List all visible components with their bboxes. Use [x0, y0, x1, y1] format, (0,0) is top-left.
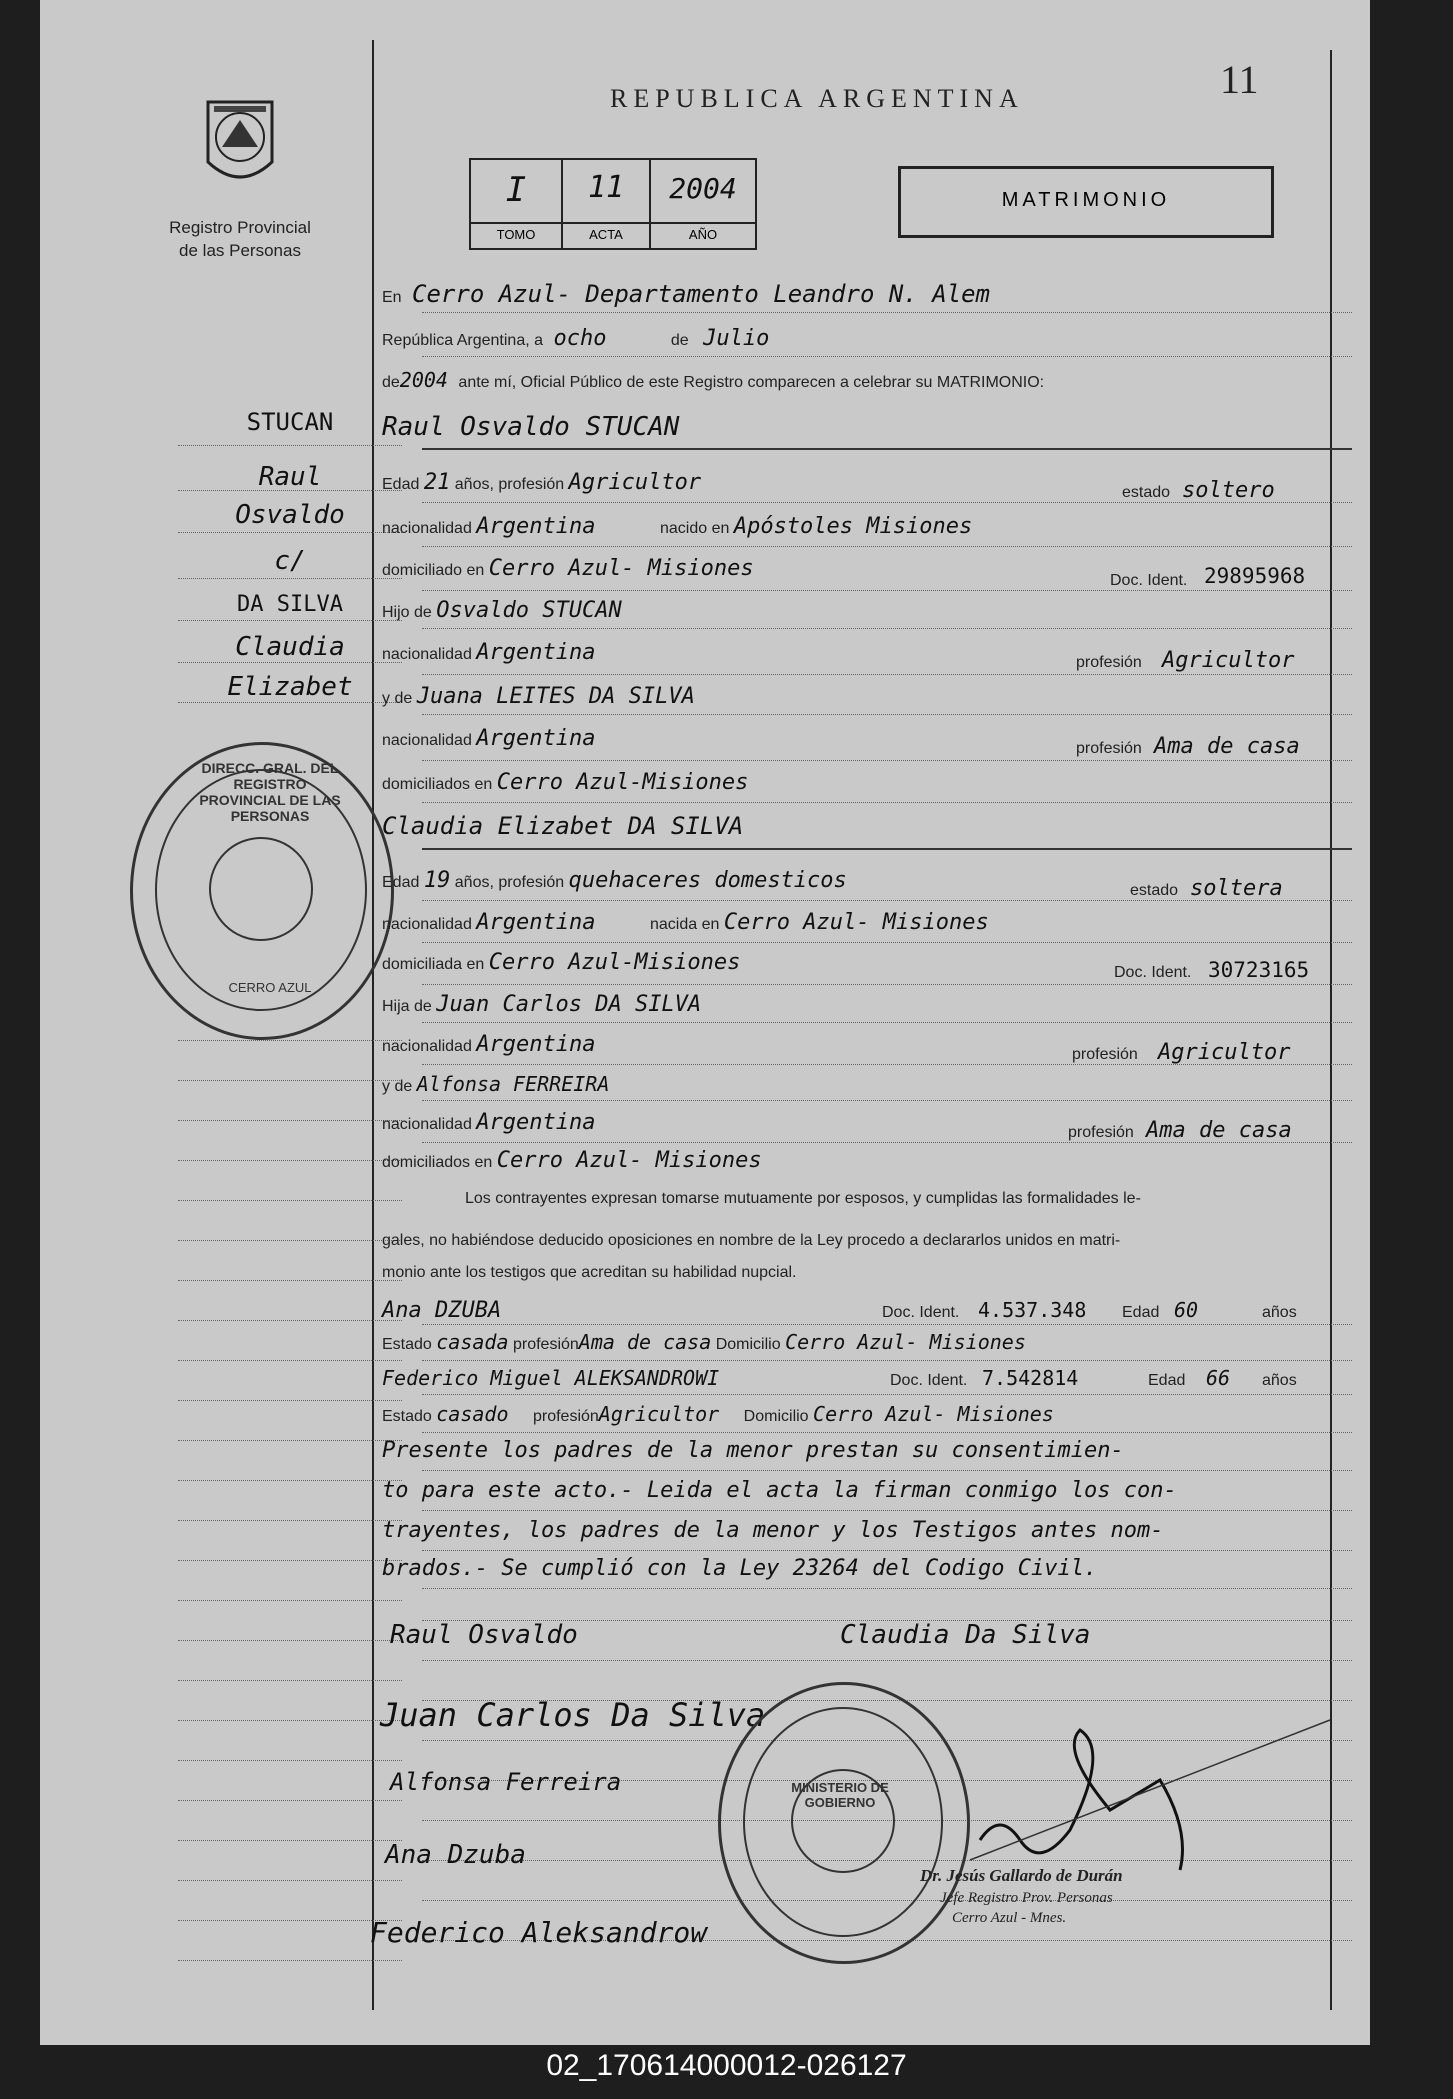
acta-value: 11: [587, 170, 625, 205]
registry-logo-icon: [200, 92, 280, 202]
groom-row-parents-dom: [382, 770, 1332, 795]
witness-1-row-2: [382, 1330, 1342, 1354]
doc-label: Doc. Ident.: [1114, 964, 1192, 981]
groom-domicile: Cerro Azul- Misiones: [488, 556, 754, 581]
witness-2-doc: 7.542814: [982, 1366, 1079, 1390]
groom-row-age: [382, 470, 1332, 503]
en-label: En: [382, 289, 402, 306]
nacida-label: nacida en: [649, 916, 720, 933]
bride-mother-profession: Ama de casa: [1146, 1118, 1292, 1143]
margin-divider: [372, 40, 374, 2010]
de-label: de: [670, 332, 689, 349]
groom-mother-profession: Ama de casa: [1154, 734, 1300, 759]
edad-label: Edad: [382, 476, 420, 493]
groom-row-nationality: [382, 514, 1332, 539]
groom-nationality: Argentina: [476, 514, 596, 539]
officer-signature-icon: [960, 1690, 1340, 1890]
estado-label: Estado: [382, 1336, 432, 1353]
margin-name-3: c/: [274, 546, 306, 576]
groom-row-father: [382, 598, 1332, 623]
bride-mother: Alfonsa FERREIRA: [416, 1072, 610, 1096]
officer-place: Cerro Azul - Mnes.: [952, 1910, 1067, 1926]
witness-2-row-2: [382, 1402, 1342, 1426]
intro-line-1: [382, 280, 1332, 308]
mother-nat-label: nacionalidad: [382, 1116, 472, 1133]
signature-bride: Claudia Da Silva: [840, 1620, 1091, 1650]
bride-doc: 30723165: [1208, 958, 1310, 982]
parents-dom-label: domiciliados en: [382, 1154, 493, 1171]
bride-row-domicile: [382, 950, 1332, 982]
intro-line-3: [382, 368, 1332, 392]
signature-witness-1: Ana Dzuba: [385, 1840, 526, 1870]
officer-name: Dr. Jesús Gallardo de Durán: [920, 1866, 1123, 1885]
witness-2-row-1: [382, 1366, 1342, 1390]
mother-nat-label: nacionalidad: [382, 732, 472, 749]
signature-bride-father: Juan Carlos Da Silva: [380, 1696, 766, 1734]
signature-groom: Raul Osvaldo: [390, 1620, 578, 1650]
marriage-place: Cerro Azul- Departamento Leandro N. Alem: [412, 280, 990, 308]
witness-1-profession: Ama de casa: [578, 1330, 712, 1354]
bride-row-father-nat: [382, 1032, 1332, 1065]
groom-profession: Agricultor: [568, 470, 702, 495]
domiciliada-label: domiciliada en: [382, 956, 485, 973]
father-nat-label: nacionalidad: [382, 646, 472, 663]
margin-name-1: Raul: [258, 462, 322, 492]
edad-label: Edad: [1148, 1372, 1186, 1389]
nacido-label: nacido en: [659, 520, 730, 537]
witness-1-row-1: [382, 1298, 1342, 1323]
declaration-line-3: monio ante los testigos que acreditan su habilidad nupcial.: [382, 1264, 797, 1281]
witness-1-domicile: Cerro Azul- Misiones: [785, 1330, 1026, 1354]
groom-row-father-nat: [382, 640, 1332, 673]
profesion-label: años, profesión: [454, 874, 565, 891]
doc-label: Doc. Ident.: [882, 1304, 960, 1321]
ydel-label: y de: [382, 690, 413, 707]
signature-bride-mother: Alfonsa Ferreira: [390, 1768, 622, 1796]
margin-name-6: Elizabet: [227, 672, 353, 702]
tomo-value: I: [505, 170, 527, 210]
witness-2-profession: Agricultor: [598, 1402, 720, 1426]
bride-row-age: [382, 868, 1332, 901]
witness-1-age: 60: [1174, 1298, 1199, 1322]
groom-row-domicile: [382, 556, 1332, 589]
bride-row-nationality: [382, 910, 1332, 935]
doc-label: Doc. Ident.: [1110, 572, 1188, 589]
domiciliado-label: domiciliado en: [382, 562, 485, 579]
bride-row-mother: [382, 1072, 1332, 1096]
margin-surname: STUCAN: [246, 408, 334, 436]
bride-full-name: Claudia Elizabet DA SILVA: [382, 812, 744, 840]
parents-dom-label: domiciliados en: [382, 776, 493, 793]
seal-text-place: CERRO AZUL: [228, 980, 312, 995]
bride-row-father: [382, 992, 1332, 1017]
registry-seal-bottom: [718, 1682, 970, 1964]
father-prof-label: profesión: [1072, 1046, 1138, 1063]
groom-row-mother: [382, 684, 1332, 709]
bride-estado: soltera: [1190, 876, 1283, 901]
groom-row-mother-nat: [382, 726, 1332, 759]
officer-title: Jefe Registro Prov. Personas: [940, 1890, 1113, 1906]
mother-prof-label: profesión: [1068, 1124, 1134, 1141]
bride-birthplace: Cerro Azul- Misiones: [723, 910, 989, 935]
ydel-label: y de: [382, 1078, 413, 1095]
bride-domicile: Cerro Azul-Misiones: [488, 950, 741, 975]
year-prefix: de: [382, 374, 400, 391]
nacionalidad-label: nacionalidad: [382, 916, 472, 933]
ano-label: AÑO: [688, 227, 718, 242]
anos-label: años: [1262, 1304, 1297, 1321]
mother-prof-label: profesión: [1076, 740, 1142, 757]
groom-father: Osvaldo STUCAN: [436, 598, 622, 623]
ano-value: 2004: [669, 172, 737, 205]
bride-father-profession: Agricultor: [1158, 1040, 1291, 1065]
declaration-line-2: gales, no habiéndose deducido oposiciones en nombre de la Ley procedo a declararlos unidos en matri-: [382, 1232, 1121, 1249]
note-line-2: to para este acto.- Leida el acta la firman conmigo los con-: [382, 1478, 1177, 1503]
estado-label: estado: [1122, 484, 1171, 501]
bride-father-nationality: Argentina: [476, 1032, 596, 1057]
declaration-line-1: Los contrayentes expresan tomarse mutuamente por esposos, y cumplidas las formalidades le-: [465, 1190, 1141, 1207]
hijo-label: Hijo de: [382, 604, 432, 621]
witness-1-doc: 4.537.348: [978, 1298, 1087, 1322]
bride-nationality: Argentina: [476, 910, 596, 935]
republica-label: República Argentina, a: [382, 332, 543, 349]
act-type-box: [898, 166, 1274, 238]
witness-2-estado: casado: [436, 1402, 509, 1426]
signature-witness-2: Federico Aleksandrow: [370, 1916, 708, 1949]
nacionalidad-label: nacionalidad: [382, 520, 472, 537]
prof-label: profesión: [532, 1408, 599, 1425]
dom-label: Domicilio: [715, 1336, 781, 1353]
bride-age: 19: [423, 868, 451, 893]
groom-estado: soltero: [1182, 478, 1275, 503]
bride-father: Juan Carlos DA SILVA: [436, 992, 702, 1017]
groom-age: 21: [423, 470, 451, 495]
bride-row-mother-nat: [382, 1110, 1332, 1143]
witness-1-name: Ana DZUBA: [382, 1298, 502, 1323]
margin-name-4: DA SILVA: [237, 592, 343, 617]
registry-name-line2: de las Personas: [179, 241, 301, 260]
groom-father-nationality: Argentina: [476, 640, 596, 665]
page-number: 11: [1220, 57, 1259, 102]
margin-name-5: Claudia: [235, 632, 345, 662]
margin-name-2: Osvaldo: [235, 500, 345, 530]
dom-label: Domicilio: [743, 1408, 809, 1425]
bride-row-parents-dom: [382, 1148, 1332, 1173]
father-prof-label: profesión: [1076, 654, 1142, 671]
note-line-1: Presente los padres de la menor prestan su consentimien-: [382, 1438, 1124, 1463]
witness-2-name: Federico Miguel ALEKSANDROWI: [382, 1366, 720, 1390]
acta-label: ACTA: [589, 227, 623, 242]
prof-label: profesión: [512, 1336, 579, 1353]
witness-2-domicile: Cerro Azul- Misiones: [813, 1402, 1054, 1426]
witness-2-age: 66: [1206, 1366, 1231, 1390]
seal-text-inner: MINISTERIO DE GOBIERNO: [791, 1780, 889, 1810]
groom-doc: 29895968: [1204, 564, 1306, 588]
bride-mother-nationality: Argentina: [476, 1110, 596, 1135]
groom-mother: Juana LEITES DA SILVA: [416, 684, 695, 709]
marriage-day: ocho: [553, 326, 607, 351]
act-type: MATRIMONIO: [1001, 189, 1171, 211]
marriage-year: 2004: [399, 368, 448, 392]
scan-id-footer: 02_170614000012-026127: [546, 2049, 907, 2082]
intro-line-2: [382, 326, 1332, 351]
groom-parents-domicile: Cerro Azul-Misiones: [496, 770, 749, 795]
groom-full-name: Raul Osvaldo STUCAN: [382, 412, 680, 442]
tomo-label: TOMO: [496, 227, 536, 242]
groom-father-profession: Agricultor: [1162, 648, 1295, 673]
doc-label: Doc. Ident.: [890, 1372, 968, 1389]
marriage-month: Julio: [703, 326, 770, 351]
registry-name-line1: Registro Provincial: [169, 218, 311, 237]
hija-label: Hija de: [382, 998, 432, 1015]
note-line-4: brados.- Se cumplió con la Ley 23264 del Codigo Civil.: [382, 1556, 1098, 1581]
note-line-3: trayentes, los padres de la menor y los Testigos antes nom-: [382, 1518, 1164, 1543]
edad-label: Edad: [382, 874, 420, 891]
country-title: REPUBLICA ARGENTINA: [610, 84, 1024, 113]
record-number-box: [469, 158, 757, 250]
estado-label: Estado: [382, 1408, 432, 1425]
edad-label: Edad: [1122, 1304, 1160, 1321]
father-nat-label: nacionalidad: [382, 1038, 472, 1055]
estado-label: estado: [1130, 882, 1179, 899]
groom-mother-nationality: Argentina: [476, 726, 596, 751]
anos-label: años: [1262, 1372, 1297, 1389]
document-sheet: [40, 0, 1370, 2045]
bride-parents-domicile: Cerro Azul- Misiones: [496, 1148, 762, 1173]
profesion-label: años, profesión: [454, 476, 565, 493]
ante-text: ante mí, Oficial Público de este Registro comparecen a celebrar su MATRIMONIO:: [458, 374, 1045, 391]
seal-text-outer: DIRECC. GRAL. DEL REGISTRO PROVINCIAL DE LAS PERSONAS: [199, 760, 341, 824]
witness-1-estado: casada: [436, 1330, 509, 1354]
bride-profession: quehaceres domesticos: [568, 868, 847, 893]
groom-birthplace: Apóstoles Misiones: [733, 514, 973, 539]
